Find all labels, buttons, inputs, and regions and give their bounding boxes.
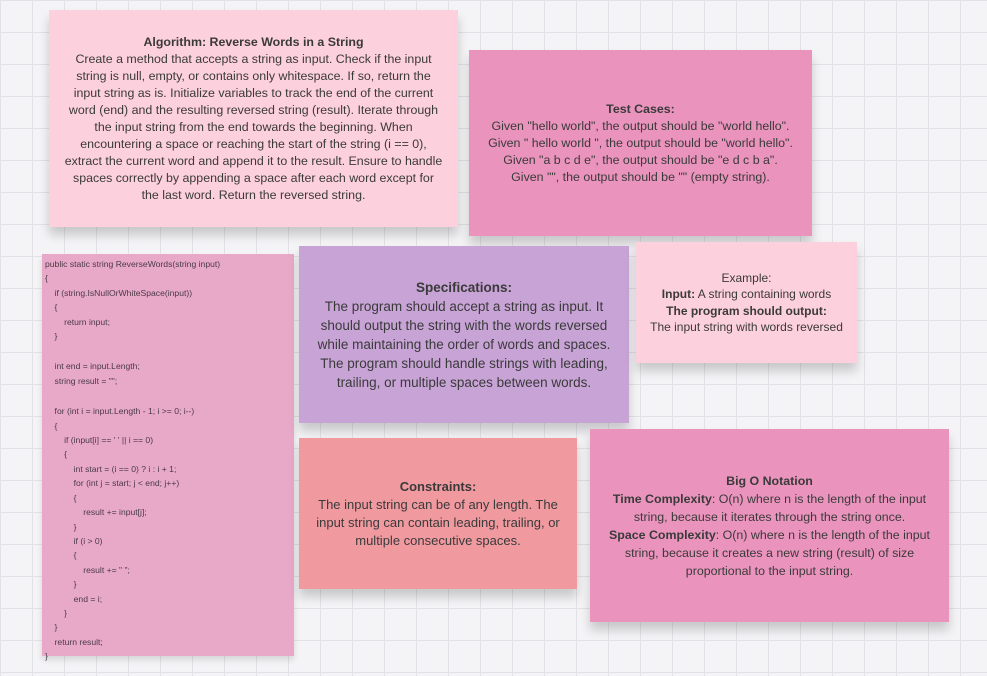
code-line: { xyxy=(45,550,77,561)
specifications-title: Specifications: xyxy=(415,279,513,295)
code-line: { xyxy=(45,492,77,503)
code-line: { xyxy=(45,302,58,313)
test-case-item: Given "", the output should be "" (empty string). xyxy=(511,169,770,184)
code-line: for (int i = input.Length - 1; i >= 0; i--) xyxy=(45,406,195,417)
time-complexity-text: : O(n) where n is the length of the input string, because it iterates through the string once. xyxy=(633,491,927,524)
code-note[interactable] xyxy=(42,254,294,662)
code-line: if (i > 0) xyxy=(45,535,103,546)
code-line: return result; xyxy=(45,636,103,647)
code-line: } xyxy=(45,622,58,633)
code-line: } xyxy=(45,579,77,590)
code-line: end = i; xyxy=(45,593,103,604)
constraints-title: Constraints: xyxy=(399,478,477,494)
example-output-label: The program should output: xyxy=(666,303,827,318)
code-line: } xyxy=(45,607,67,618)
code-line: int end = input.Length; xyxy=(45,361,140,372)
time-complexity-line xyxy=(602,490,937,526)
code-line: if (input[i] == ' ' || i == 0) xyxy=(45,435,154,446)
code-line: int start = (i == 0) ? i : i + 1; xyxy=(45,463,177,474)
algorithm-note[interactable] xyxy=(49,10,458,227)
code-line: } xyxy=(45,651,48,662)
example-input-text: A string containing words xyxy=(695,287,832,301)
example-heading: Example: xyxy=(721,270,772,285)
code-line: } xyxy=(45,331,58,342)
example-input-line xyxy=(662,286,831,303)
code-line: { xyxy=(45,273,48,284)
time-complexity-label: Time Complexity xyxy=(612,491,712,506)
code-line: for (int j = start; j < end; j++) xyxy=(45,478,180,489)
algorithm-body: Create a method that accepts a string as input. Check if the input string is null, empty, or contains only whitespace. If so, return the input string as is. Initialize variables to track the end of the current word (end) and the resulting reversed string (result). Iterate through the input string from the end towards the beginning. When encountering a space or reaching the start of the string (i == 0), extract the current word and append it to the result. Ensure to handle spaces correctly by appending a space after each word except for the last word. Return the reversed string. xyxy=(64,51,443,202)
code-line: } xyxy=(45,521,77,532)
space-complexity-text: : O(n) where n is the length of the input string, because it creates a new string (result) of size proportional to the input string. xyxy=(624,527,930,578)
test-case-item: Given " hello world ", the output should be "world hello". xyxy=(488,135,793,150)
big-o-title: Big O Notation xyxy=(726,473,813,488)
constraints-note[interactable] xyxy=(299,438,577,589)
example-note[interactable] xyxy=(636,242,857,363)
code-line: result += " "; xyxy=(45,564,130,575)
code-line: if (string.IsNullOrWhiteSpace(input)) xyxy=(45,287,193,298)
code-line: string result = ""; xyxy=(45,375,118,386)
code-line: result += input[j]; xyxy=(45,507,147,518)
specifications-note[interactable] xyxy=(299,246,629,423)
test-case-item: Given "a b c d e", the output should be "e d c b a". xyxy=(503,152,778,167)
test-case-item: Given "hello world", the output should be "world hello". xyxy=(491,118,790,133)
code-line xyxy=(45,343,294,359)
code-line xyxy=(45,388,294,404)
code-line: { xyxy=(45,449,67,460)
example-input-label: Input: xyxy=(661,287,696,301)
code-block xyxy=(45,257,294,664)
code-line: public static string ReverseWords(string input) xyxy=(45,259,221,269)
code-line: return input; xyxy=(45,316,110,327)
space-complexity-label: Space Complexity xyxy=(609,527,716,542)
big-o-note[interactable] xyxy=(590,429,949,622)
algorithm-title: Algorithm: Reverse Words in a String xyxy=(143,34,364,49)
space-complexity-line xyxy=(602,526,937,580)
example-output-text: The input string with words reversed xyxy=(650,320,843,334)
test-cases-note[interactable] xyxy=(469,50,812,236)
code-line: { xyxy=(45,420,58,431)
specifications-body: The program should accept a string as input. It should output the string with the words reversed while maintaining the order of words and spaces. The program should handle strings with leading, trailing, or multiple spaces between words. xyxy=(317,298,611,390)
constraints-body: The input string can be of any length. The input string can contain leading, trailing, or multiple consecutive spaces. xyxy=(316,496,560,548)
test-cases-title: Test Cases: xyxy=(606,101,675,116)
